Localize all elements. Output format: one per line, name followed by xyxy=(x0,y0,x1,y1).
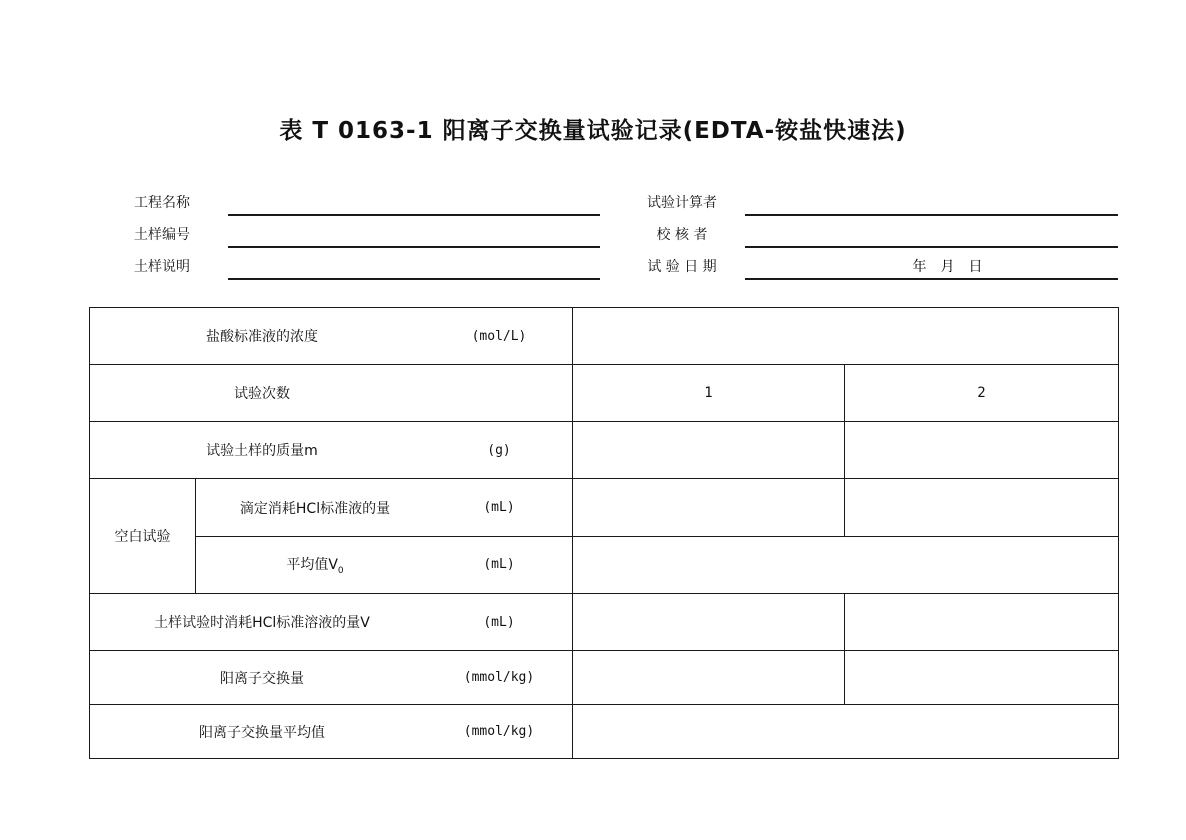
hcl-concentration-label: 盐酸标准液的浓度 xyxy=(206,329,318,345)
cec-average-label-cell xyxy=(90,705,573,759)
cec-label-cell xyxy=(90,651,573,705)
table-row xyxy=(90,479,1119,537)
titration-volume-label: 滴定消耗HCl标准液的量 xyxy=(239,500,391,517)
sample-description-label: 土样说明 xyxy=(134,259,190,275)
sample-hcl-volume-unit: (mL) xyxy=(483,614,515,630)
sample-number-label: 土样编号 xyxy=(134,227,190,243)
project-name-line[interactable] xyxy=(228,193,600,216)
form-title: 表 T 0163-1 阳离子交换量试验记录(EDTA-铵盐快速法) xyxy=(279,118,907,144)
titration-volume-unit: (mL) xyxy=(483,500,515,515)
sample-hcl-volume-value-cell-1[interactable] xyxy=(573,594,845,651)
test-calculator-label: 试验计算者 xyxy=(647,195,717,211)
table-row xyxy=(90,594,1119,651)
sample-mass-label: 试验土样的质量m xyxy=(206,443,318,459)
titration-volume-value-cell-1[interactable] xyxy=(573,479,845,537)
titration-volume-value-cell-2[interactable] xyxy=(845,479,1119,537)
table-row xyxy=(90,651,1119,705)
cec-average-value-cell[interactable] xyxy=(573,705,1119,759)
year-month-day-placeholder: 年 月 日 xyxy=(912,259,983,275)
titration-volume-label-cell xyxy=(196,479,573,537)
hcl-concentration-label-cell xyxy=(90,308,573,365)
sample-mass-value-cell-1[interactable] xyxy=(573,422,845,479)
sample-mass-label-cell xyxy=(90,422,573,479)
average-v0-label-cell xyxy=(196,537,573,594)
cec-value-cell-1[interactable] xyxy=(573,651,845,705)
sample-mass-value-cell-2[interactable] xyxy=(845,422,1119,479)
sample-hcl-volume-value-cell-2[interactable] xyxy=(845,594,1119,651)
table-row xyxy=(90,705,1119,759)
checker-label: 校 核 者 xyxy=(656,227,708,243)
cec-unit: (mmol/kg) xyxy=(463,670,535,685)
table-row xyxy=(90,537,1119,594)
cec-value-cell-2[interactable] xyxy=(845,651,1119,705)
sample-description-line[interactable] xyxy=(228,257,600,280)
v0-subscript: 0 xyxy=(337,565,344,576)
table-row xyxy=(90,422,1119,479)
table-row xyxy=(90,308,1119,365)
test-record-table xyxy=(89,307,1119,759)
cec-average-unit: (mmol/kg) xyxy=(463,724,535,739)
test-count-label-cell xyxy=(90,365,573,422)
average-v0-value-cell[interactable] xyxy=(573,537,1119,594)
test-number-2: 2 xyxy=(845,365,1119,422)
table-row xyxy=(90,365,1119,422)
sample-mass-unit: (g) xyxy=(487,442,511,458)
checker-line[interactable] xyxy=(745,225,1118,248)
test-date-label: 试 验 日 期 xyxy=(647,259,717,275)
project-name-label: 工程名称 xyxy=(134,195,190,211)
cec-label: 阳离子交换量 xyxy=(220,670,304,687)
sample-number-line[interactable] xyxy=(228,225,600,248)
sample-hcl-volume-label-cell xyxy=(90,594,573,651)
blank-test-group-label: 空白试验 xyxy=(90,479,196,594)
test-count-label: 试验次数 xyxy=(234,386,290,402)
hcl-concentration-unit: (mol/L) xyxy=(471,328,527,344)
hcl-concentration-value-cell[interactable] xyxy=(573,308,1119,365)
sample-hcl-volume-label: 土样试验时消耗HCl标准溶液的量V xyxy=(154,615,370,631)
average-v0-label: 平均值$V_0$ xyxy=(286,557,344,576)
test-date-line[interactable] xyxy=(745,257,1118,280)
average-v0-unit: (mL) xyxy=(483,557,515,573)
test-calculator-line[interactable] xyxy=(745,193,1118,216)
cec-average-label: 阳离子交换量平均值 xyxy=(199,724,325,741)
test-number-1: 1 xyxy=(573,365,845,422)
